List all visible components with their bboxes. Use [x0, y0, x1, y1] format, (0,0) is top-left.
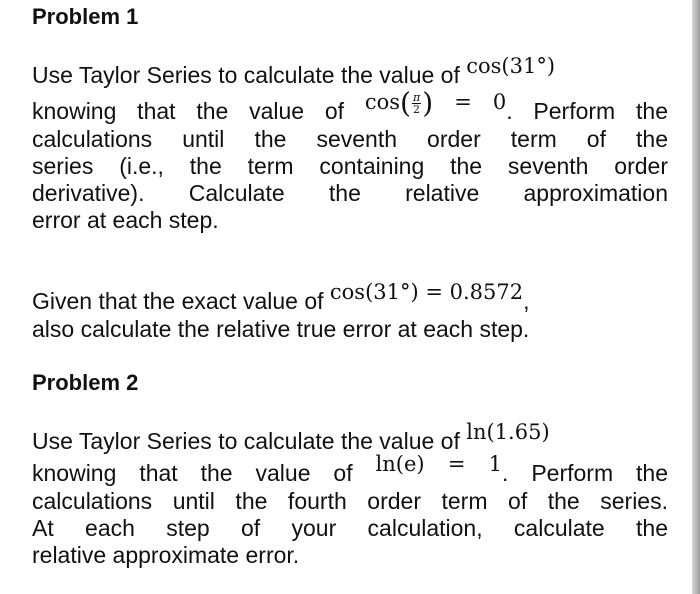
p2-line-1-math: ln(1.65)	[466, 420, 550, 444]
p2-line-5: relative approximate error.	[32, 542, 300, 568]
p1-pi-over-2-fraction	[412, 92, 421, 115]
page-edge-shadow	[692, 0, 700, 594]
p1-left-paren: (	[400, 86, 411, 120]
p1-given-math: cos(31°) = 0.8572	[329, 280, 524, 304]
p1-fraction-numerator: π	[412, 91, 421, 104]
problem-1-given	[32, 280, 668, 343]
p1-line-2-math	[364, 86, 507, 120]
p2-line-3: calculations until the fourth order term of the series.	[32, 488, 668, 514]
p2-line-2-text-b: . Perform the	[502, 460, 669, 486]
p1-equals-zero: = 0	[454, 90, 507, 114]
p1-line-6: error at each step.	[32, 207, 219, 233]
p1-cos-fn: cos	[364, 90, 401, 114]
p1-line-1-text: Use Taylor Series to calculate the value of	[32, 62, 460, 88]
problem-1-heading: Problem 1	[32, 4, 139, 29]
p2-line-1-text: Use Taylor Series to calculate the value of	[32, 428, 460, 454]
problem-2-heading: Problem 2	[32, 370, 139, 395]
p2-line-1	[32, 420, 668, 456]
p1-given-line-2: also calculate the relative true error at each step.	[32, 316, 530, 342]
p2-line-4: At each step of your calculation, calculate the	[32, 515, 668, 541]
problem-2-statement	[32, 420, 669, 569]
p2-line-2-math: ln(e) = 1	[375, 452, 502, 476]
p1-fraction-denominator: 2	[412, 103, 420, 116]
p1-line-1-math: cos(31°)	[466, 54, 556, 78]
p1-given-line-1	[32, 280, 668, 316]
p2-line-2-text-a: knowing that the value of	[32, 460, 353, 486]
p2-line-2	[32, 452, 669, 488]
p1-line-3: calculations until the seventh order term of the	[32, 126, 668, 152]
p1-line-2	[32, 86, 668, 126]
p1-line-5: derivative). Calculate the relative approximation	[32, 180, 668, 206]
p1-right-paren: )	[422, 86, 434, 120]
p1-given-text: Given that the exact value of	[32, 288, 324, 314]
p1-line-2-text-a: knowing that the value of	[32, 98, 345, 124]
p1-given-comma: ,	[523, 288, 530, 314]
problem-1-statement	[32, 54, 668, 234]
p1-line-2-text-b: . Perform the	[506, 98, 668, 124]
p1-line-4: series (i.e., the term containing the seventh order	[32, 153, 668, 179]
p1-line-1	[32, 54, 668, 90]
